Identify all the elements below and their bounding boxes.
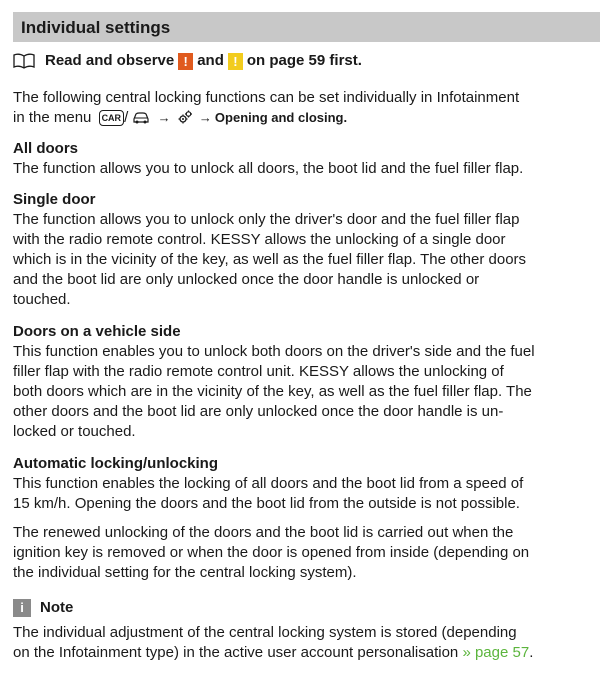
open-book-icon [13, 53, 35, 69]
text-line: touched. [13, 291, 71, 308]
text-line: The individual adjustment of the central locking system is stored (depending [13, 624, 517, 641]
text-line: which is in the vicinity of the key, as well as the fuel filler flap. The other doors [13, 251, 527, 268]
note-paragraph [13, 623, 603, 663]
read-observe-note [13, 51, 362, 71]
para-single-door [13, 210, 603, 310]
text-line: locked or touched. [13, 423, 136, 440]
heading-doors-vehicle-side: Doors on a vehicle side [13, 323, 181, 340]
intro-paragraph [13, 88, 603, 128]
text-line: 15 km/h. Opening the doors and the boot lid from the outside is not possible. [13, 495, 520, 512]
text-line: The function allows you to unlock all doors, the boot lid and the fuel filler flap. [13, 160, 524, 177]
and-text: and [197, 52, 224, 69]
note-line-2 [13, 643, 603, 663]
text-line: This function enables you to unlock both doors on the driver's side and the fuel [13, 343, 535, 360]
section-title: Individual settings [21, 18, 171, 37]
read-prefix: Read and observe [45, 52, 175, 69]
arrow-separator-2: → [198, 110, 212, 125]
slash-separator: / [124, 109, 129, 126]
text-line: ignition key is removed or when the door is opened from inside (depending on [13, 544, 530, 561]
para-doors-vehicle-side [13, 342, 603, 442]
note-line-2-prefix: on the Infotainment type) in the active user account personalisation [13, 644, 459, 661]
info-icon: i [13, 599, 31, 617]
heading-all-doors: All doors [13, 140, 79, 157]
car-button-icon: CAR [99, 110, 125, 126]
vehicle-icon [132, 111, 150, 124]
text-line: other doors and the boot lid are only unlocked once the door handle is un- [13, 403, 504, 420]
text-line: with the radio remote control. KESSY allows the unlocking of a single door [13, 231, 506, 248]
text-line: both doors which are in the vicinity of the key, as well as the fuel filler flap. The [13, 383, 532, 400]
para-all-doors [13, 159, 603, 179]
section-header [13, 12, 600, 42]
heading-single-door: Single door [13, 191, 96, 208]
para-automatic-locking [13, 474, 603, 514]
warning-icon-yellow: ! [228, 53, 243, 70]
text-line: filler flap with the radio remote control unit. KESSY allows the unlocking of [13, 363, 504, 380]
intro-line-1: The following central locking functions can be set individually in Infotainment [13, 89, 520, 106]
intro-line-2 [13, 108, 603, 128]
heading-automatic-locking: Automatic locking/unlocking [13, 455, 219, 472]
settings-gears-icon [178, 110, 192, 124]
note-heading [13, 598, 73, 618]
note-title: Note [40, 599, 74, 616]
intro-line-2-prefix: in the menu [13, 109, 92, 126]
read-suffix: on page 59 first. [246, 52, 362, 69]
text-line: The function allows you to unlock only the driver's door and the fuel filler flap [13, 211, 520, 228]
para-renewed-unlocking [13, 523, 603, 583]
note-line-2-suffix: . [529, 644, 534, 661]
text-line: The renewed unlocking of the doors and the boot lid is carried out when the [13, 524, 514, 541]
menu-target: Opening and closing. [214, 110, 348, 125]
warning-icon-red: ! [178, 53, 193, 70]
text-line: This function enables the locking of all doors and the boot lid from a speed of [13, 475, 524, 492]
text-line: the individual setting for the central locking system). [13, 564, 357, 581]
text-line: and the boot lid are only unlocked once the door handle is unlocked or [13, 271, 480, 288]
page-57-link[interactable]: » page 57 [462, 644, 530, 661]
arrow-separator-1: → [157, 110, 171, 125]
